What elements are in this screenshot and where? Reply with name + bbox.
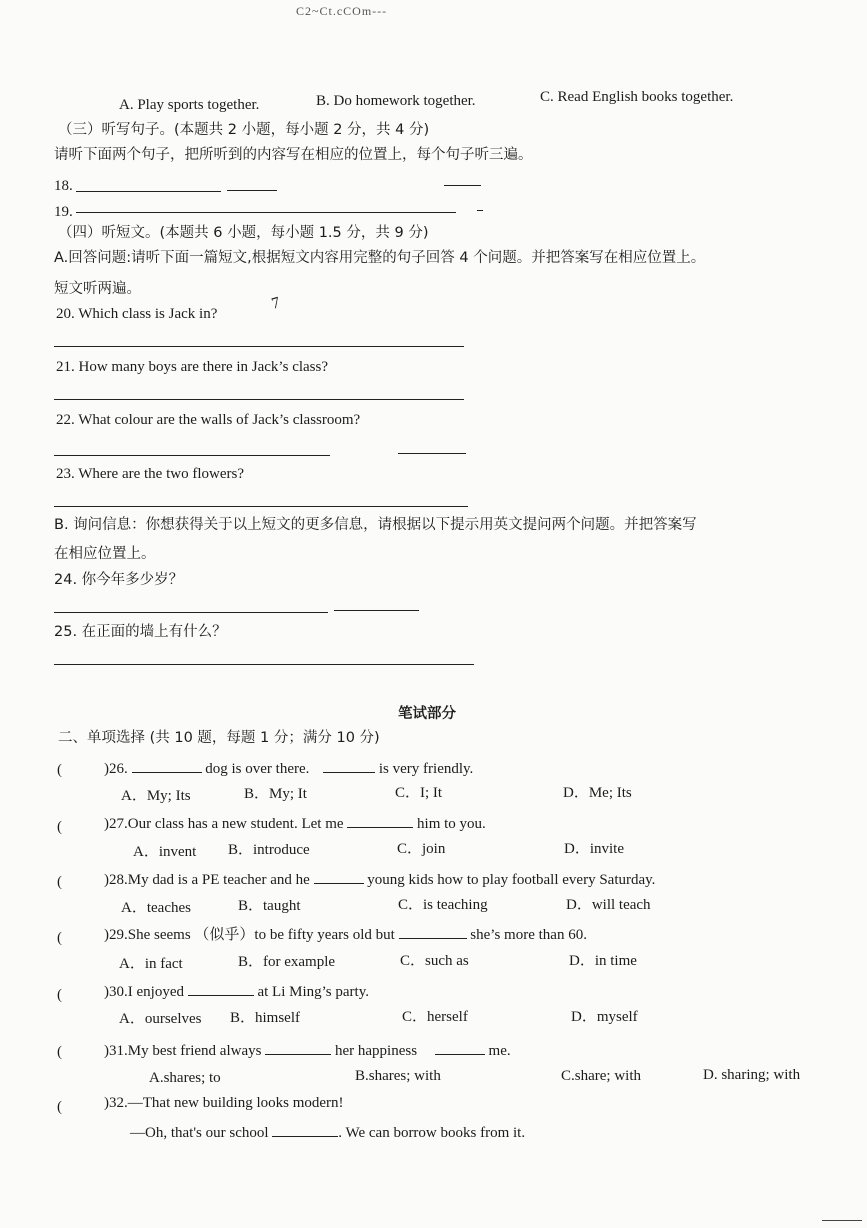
q26-blank-1[interactable] (132, 758, 202, 773)
q26-stem-part-3: is very friendly. (378, 761, 474, 777)
q29-option-c[interactable]: C．such as (400, 953, 469, 969)
q28-paren: ( (57, 874, 62, 890)
prev-option-b: B. Do homework together. (316, 93, 476, 109)
q31-stem-part-3: me. (488, 1043, 511, 1059)
q30-option-d[interactable]: D．myself (571, 1009, 638, 1025)
q18-number: 18. (54, 178, 73, 194)
q25-text: 25. 在正面的墙上有什么？ (54, 624, 227, 640)
q28-stem-part-2: young kids how to play football every Saturday. (367, 872, 656, 888)
q24-answer-line-1[interactable] (54, 612, 328, 613)
q19-number: 19. (54, 204, 73, 220)
q27-blank[interactable] (347, 813, 413, 828)
q31-option-a[interactable]: A.shares; to (149, 1070, 221, 1086)
q28-option-b[interactable]: B．taught (238, 898, 301, 914)
q26-stem-part-2: dog is over there. (205, 761, 310, 777)
q28-option-d[interactable]: D．will teach (566, 897, 651, 913)
q26-blank-2[interactable] (323, 758, 375, 773)
part4-b-instruction-2: 在相应位置上。 (54, 546, 156, 562)
q21-text: 21. How many boys are there in Jack’s class? (56, 359, 329, 375)
q31-stem-part-2: her happiness (334, 1043, 418, 1059)
q24-answer-line-2[interactable] (334, 610, 419, 611)
q26-paren: ( (57, 762, 62, 778)
q20-text: 20. Which class is Jack in? (56, 306, 218, 322)
q29-stem-part-1: )29.She seems （似乎）to be fifty years old but (104, 927, 395, 943)
q26-option-b[interactable]: B．My; It (244, 786, 307, 802)
q28-blank[interactable] (314, 869, 364, 884)
q24-text: 24. 你今年多少岁？ (54, 572, 184, 588)
q32-reply-part-2: . We can borrow books from it. (338, 1125, 526, 1141)
q31-option-d[interactable]: D. sharing; with (703, 1067, 801, 1083)
part3-instruction: 请听下面两个句子，把所听到的内容写在相应的位置上，每个句子听三遍。 (54, 147, 533, 163)
q18-answer-line-3[interactable] (444, 185, 481, 186)
q27-paren: ( (57, 819, 62, 835)
q32-blank[interactable] (272, 1122, 338, 1137)
q31-option-b[interactable]: B.shares; with (355, 1068, 441, 1084)
part4-b-instruction-1: B. 询问信息：你想获得关于以上短文的更多信息，请根据以下提示用英文提问两个问题。并把答案写 (54, 517, 697, 533)
q31-stem-part-1: )31.My best friend always (104, 1043, 262, 1059)
q30-stem-part-2: at Li Ming’s party. (257, 984, 369, 1000)
q29-option-a[interactable]: A．in fact (119, 956, 183, 972)
q31-stem (104, 1040, 511, 1060)
q32-reply (130, 1122, 525, 1142)
q22-text: 22. What colour are the walls of Jack’s classroom? (56, 412, 361, 428)
q26-option-a[interactable]: A．My; Its (121, 788, 191, 804)
q27-option-d[interactable]: D．invite (564, 841, 624, 857)
q22-answer-line-1[interactable] (54, 455, 330, 456)
q23-text: 23. Where are the two flowers? (56, 466, 244, 482)
part3-heading: （三）听写句子。(本题共 2 小题，每小题 2 分，共 4 分) (58, 122, 430, 138)
q30-option-c[interactable]: C．herself (402, 1009, 468, 1025)
prev-option-a: A. Play sports together. (119, 97, 260, 113)
q26-option-d[interactable]: D．Me; Its (563, 785, 632, 801)
q28-option-a[interactable]: A．teaches (121, 900, 191, 916)
q31-blank-1[interactable] (265, 1040, 331, 1055)
q20-answer-line[interactable] (54, 346, 464, 347)
q29-paren: ( (57, 930, 62, 946)
q28-stem-part-1: )28.My dad is a PE teacher and he (104, 872, 310, 888)
page-corner-mark (822, 1220, 862, 1221)
q28-option-c[interactable]: C．is teaching (398, 897, 488, 913)
q31-paren: ( (57, 1044, 62, 1060)
q30-stem (104, 981, 369, 1001)
q30-option-a[interactable]: A．ourselves (119, 1011, 202, 1027)
q30-blank[interactable] (188, 981, 254, 996)
q22-answer-line-2[interactable] (398, 453, 466, 454)
prev-option-c: C. Read English books together. (540, 89, 734, 105)
q32-stem: )32.—That new building looks modern! (104, 1095, 344, 1111)
part4-heading: （四）听短文。(本题共 6 小题，每小题 1.5 分，共 9 分) (58, 225, 429, 241)
q32-reply-part-1: —Oh, that's our school (130, 1125, 269, 1141)
q25-answer-line[interactable] (54, 664, 474, 665)
written-part-title: 笔试部分 (398, 706, 456, 722)
q26-stem-number: )26. (104, 761, 128, 777)
q27-stem (104, 813, 486, 833)
part4-a-instruction-1: A.回答问题:请听下面一篇短文,根据短文内容用完整的句子回答 4 个问题。并把答案写在相应位置上。 (54, 250, 706, 266)
q18-answer-line-1[interactable] (76, 191, 221, 192)
q30-option-b[interactable]: B．himself (230, 1010, 300, 1026)
q30-stem-part-1: )30.I enjoyed (104, 984, 184, 1000)
q30-paren: ( (57, 987, 62, 1003)
q27-option-c[interactable]: C．join (397, 841, 446, 857)
part4-a-instruction-2: 短文听两遍。 (54, 281, 141, 297)
q29-blank[interactable] (399, 924, 467, 939)
q23-answer-line[interactable] (54, 506, 468, 507)
q28-stem (104, 869, 655, 889)
q29-stem (104, 924, 587, 944)
q19-answer-tick (477, 210, 483, 211)
q27-stem-part-1: )27.Our class has a new student. Let me (104, 816, 344, 832)
q27-option-b[interactable]: B．introduce (228, 842, 310, 858)
q29-stem-part-2: she’s more than 60. (470, 927, 587, 943)
q29-option-d[interactable]: D．in time (569, 953, 637, 969)
q27-option-a[interactable]: A．invent (133, 844, 197, 860)
handwritten-mark: 7 (269, 294, 282, 313)
q27-stem-part-2: him to you. (417, 816, 486, 832)
q19-answer-line[interactable] (76, 212, 456, 213)
section2-heading: 二、单项选择 (共 10 题，每题 1 分；满分 10 分) (58, 730, 380, 746)
q21-answer-line[interactable] (54, 399, 464, 400)
q29-option-b[interactable]: B．for example (238, 954, 336, 970)
q31-blank-2[interactable] (435, 1040, 485, 1055)
q18-answer-line-2[interactable] (227, 190, 277, 191)
q26-stem (104, 758, 473, 778)
q32-paren: ( (57, 1099, 62, 1115)
q26-option-c[interactable]: C．I; It (395, 785, 443, 801)
q31-option-c[interactable]: C.share; with (561, 1068, 641, 1084)
header-scribble: C2~Ct.cCOm--- (296, 4, 388, 18)
